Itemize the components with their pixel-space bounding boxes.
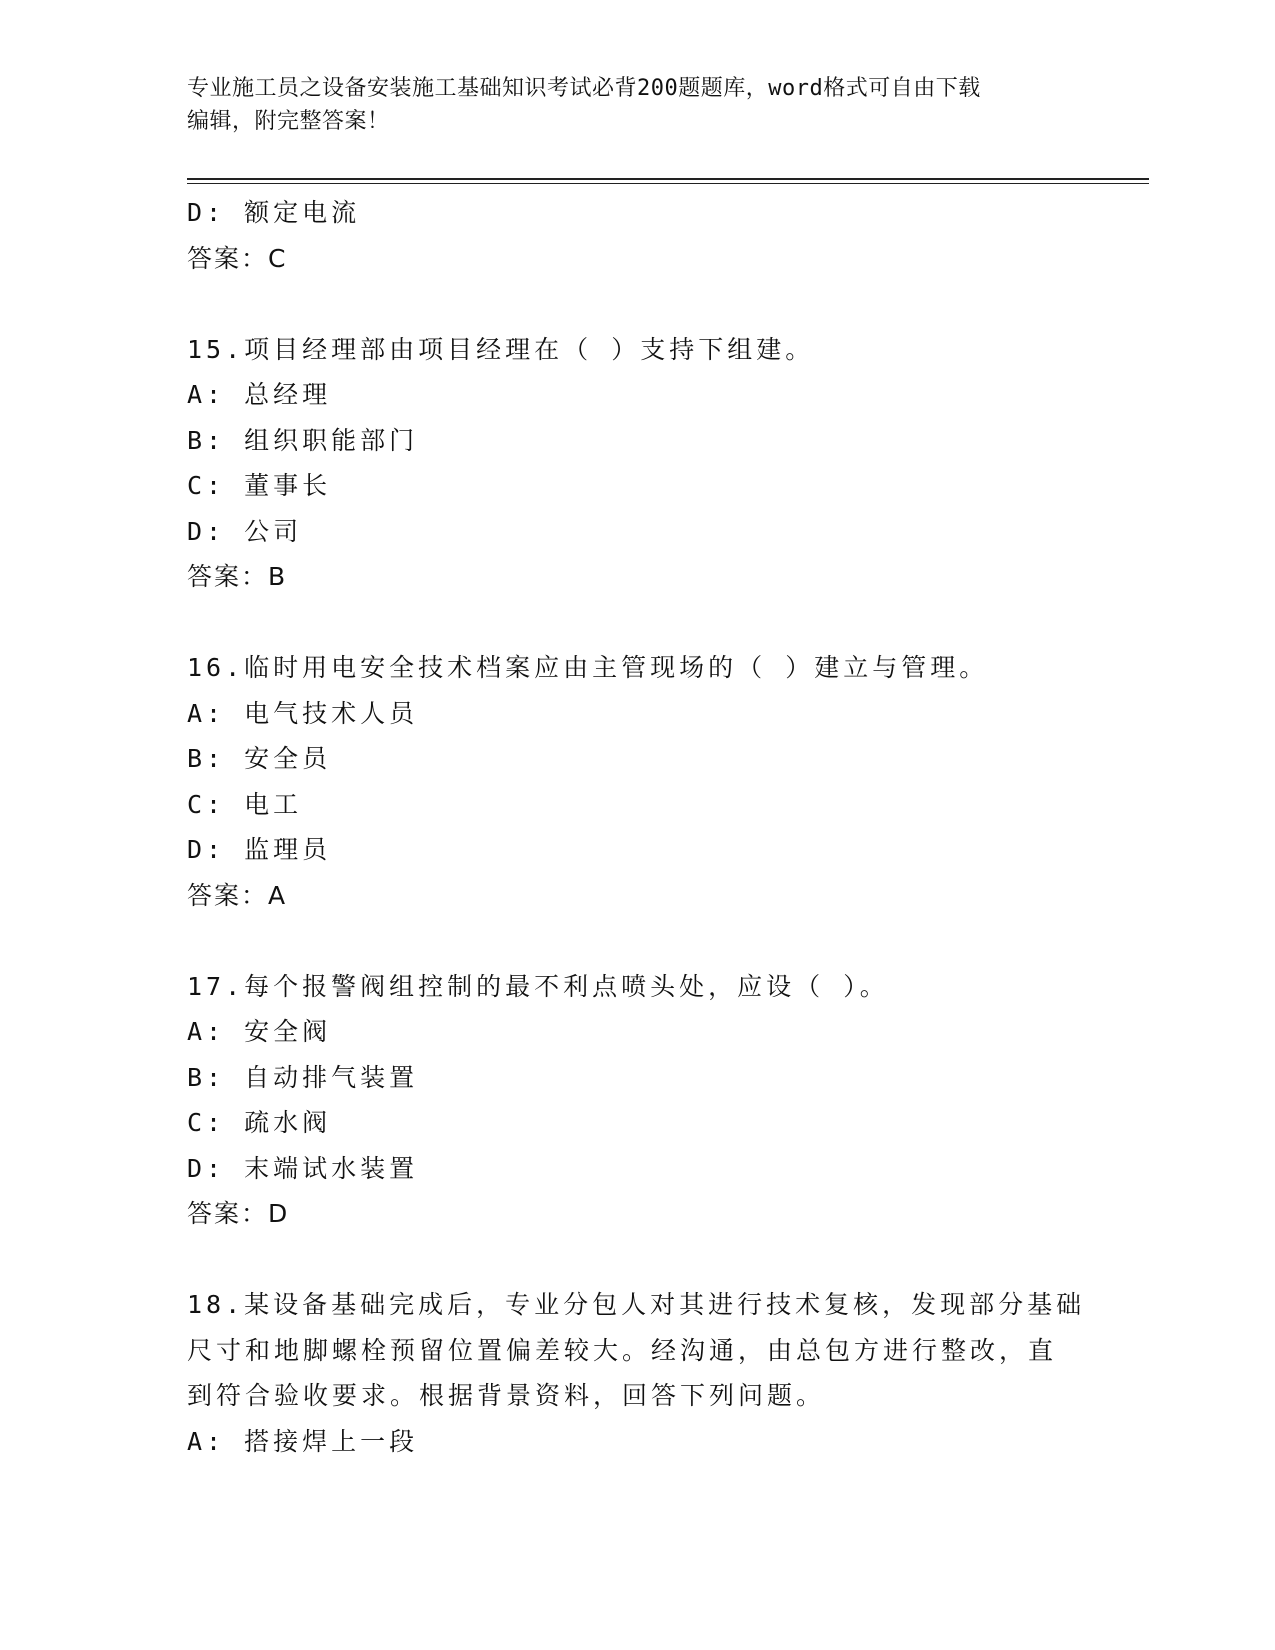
question-list: [187, 190, 1087, 1464]
option-b: B: 自动排气装置: [187, 1062, 419, 1092]
question-15: [187, 327, 1087, 600]
header-title-line-2: 编辑，附完整答案！: [187, 109, 390, 134]
header-divider-thick: [187, 178, 1149, 180]
answer-line: 答案：C: [187, 243, 288, 273]
question-stem: 17.每个报警阀组控制的最不利点喷头处，应设（ ）。: [187, 971, 889, 1001]
option-c: C: 电工: [187, 789, 303, 819]
option-d: D: 公司: [187, 516, 303, 546]
option-a: A: 搭接焊上一段: [187, 1426, 419, 1456]
option-c: C: 董事长: [187, 471, 332, 500]
option-a: A: 总经理: [187, 380, 332, 409]
question-stem-line-2: 尺寸和地脚螺栓预留位置偏差较大。经沟通，由总包方进行整改，直: [187, 1335, 1058, 1365]
question-stem: 16.临时用电安全技术档案应由主管现场的（ ）建立与管理。: [187, 653, 989, 682]
header-title-line-1: 专业施工员之设备安装施工基础知识考试必背200题题库，word格式可自由下载: [187, 76, 981, 101]
answer-line: 答案：D: [187, 1199, 290, 1228]
header-divider-thin: [187, 183, 1149, 184]
question-18: [187, 1282, 1087, 1464]
question-stem-line-1: 18.某设备基础完成后，专业分包人对其进行技术复核，发现部分基础: [187, 1290, 1086, 1319]
option-d: D: 额定电流: [187, 198, 361, 227]
option-d: D: 末端试水装置: [187, 1153, 419, 1183]
option-a: A: 电气技术人员: [187, 698, 419, 728]
option-b: B: 组织职能部门: [187, 425, 419, 455]
option-c: C: 疏水阀: [187, 1108, 332, 1137]
option-a: A: 安全阀: [187, 1017, 332, 1046]
question-17: [187, 964, 1087, 1237]
page-header: [187, 72, 1067, 138]
option-d: D: 监理员: [187, 835, 332, 864]
question-stem: 15.项目经理部由项目经理在（ ）支持下组建。: [187, 334, 815, 364]
answer-line: 答案：B: [187, 562, 288, 591]
question-14-tail: [187, 190, 1087, 281]
question-stem-line-3: 到符合验收要求。根据背景资料，回答下列问题。: [187, 1381, 826, 1410]
question-16: [187, 645, 1087, 918]
option-b: B: 安全员: [187, 744, 332, 773]
answer-line: 答案：A: [187, 880, 288, 910]
